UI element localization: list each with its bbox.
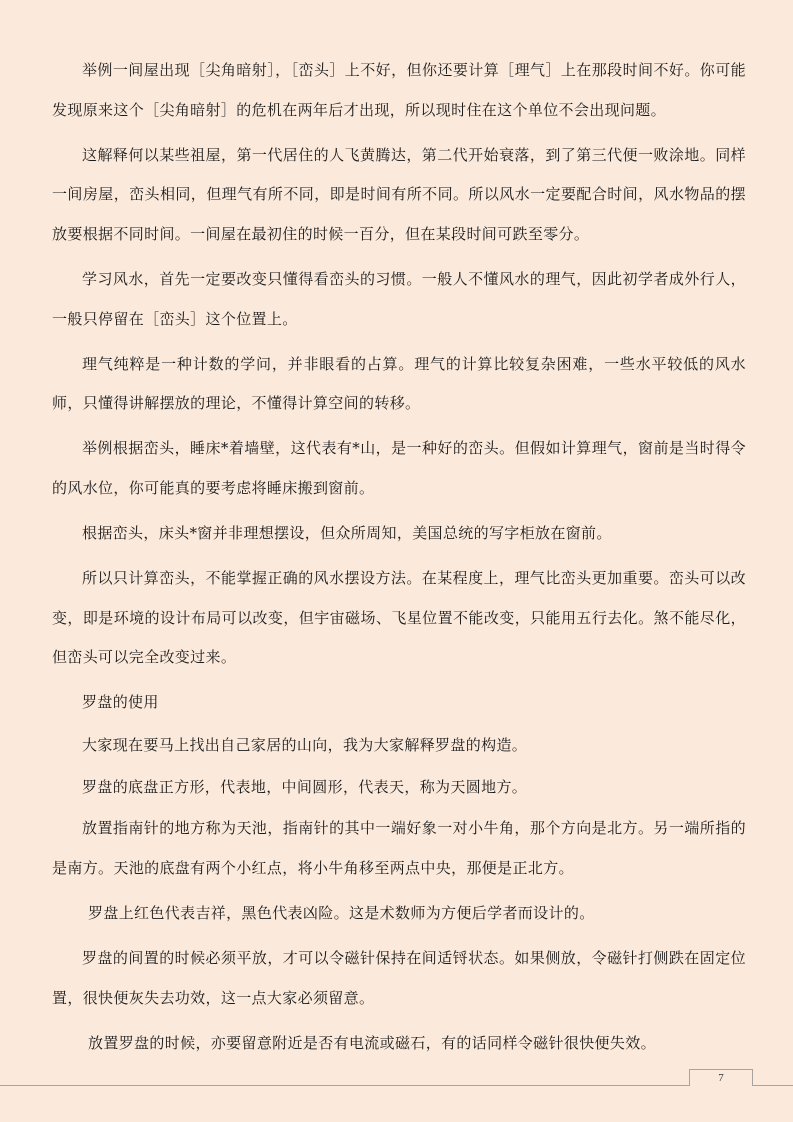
- document-body: [52, 51, 746, 1069]
- paragraph: 所以只计算峦头，不能掌握正确的风水摆设方法。在某程度上，理气比峦头更加重要。峦头可以改变，即是环境的设计布局可以改变，但宇宙磁场、飞星位置不能改变，只能用五行去化。煞不能尽化，但峦头可以完全改变过来。: [52, 569, 746, 667]
- paragraph: 放置罗盘的时候，亦要留意附近是否有电流或磁石，有的话同样令磁针很快便失效。: [88, 1033, 656, 1052]
- paragraph: 根据峦头，床头*窗并非理想摆设，但众所周知，美国总统的写字柜放在窗前。: [82, 524, 612, 543]
- paragraph: 罗盘的底盘正方形，代表地，中间圆形，代表天，称为天圆地方。: [82, 777, 528, 796]
- page-number: 7: [689, 1069, 753, 1086]
- section-heading: 罗盘的使用: [82, 693, 159, 712]
- paragraph: 举例根据峦头，睡床*着墙壁，这代表有*山，是一种好的峦头。但假如计算理气，窗前是当时得令的风水位，你可能真的要考虑将睡床搬到窗前。: [52, 439, 746, 497]
- paragraph: 学习风水，首先一定要改变只懂得看峦头的习惯。一般人不懂风水的理气，因此初学者成外行人，一般只停留在［峦头］这个位置上。: [52, 269, 746, 328]
- paragraph: 理气纯粹是一种计数的学问，并非眼看的占算。理气的计算比较复杂困难，一些水平较低的风水师，只懂得讲解摆放的理论，不懂得计算空间的转移。: [52, 354, 746, 413]
- paragraph: 这解释何以某些祖屋，第一代居住的人飞黄腾达，第二代开始衰落，到了第三代便一败涂地。同样一间房屋，峦头相同，但理气有所不同，即是时间有所不同。所以风水一定要配合时间，风水物品的摆放要根据不同时间。一间屋在最初住的时候一百分，但在某段时间可跌至零分。: [52, 145, 746, 243]
- paragraph: 举例一间屋出现［尖角暗射］，［峦头］上不好，但你还要计算［理气］上在那段时间不好。你可能发现原来这个［尖角暗射］的危机在两年后才出现，所以现时住在这个单位不会出现问题。: [52, 61, 746, 119]
- paragraph: 罗盘上红色代表吉祥，黑色代表凶险。这是术数师为方便后学者而设计的。: [88, 903, 595, 922]
- paragraph: 大家现在要马上找出自己家居的山向，我为大家解释罗盘的构造。: [82, 736, 528, 754]
- paragraph: 罗盘的间置的时候必须平放，才可以令磁针保持在间适锊状态。如果侧放，令磁针打侧跌在固定位置，很快便灰失去功效，这一点大家必须留意。: [52, 948, 746, 1007]
- paragraph: 放置指南针的地方称为天池，指南针的其中一端好象一对小牛角，那个方向是北方。另一端所指的是南方。天池的底盘有两个小红点，将小牛角移至两点中央，那便是正北方。: [52, 819, 746, 877]
- footer-divider: [0, 1085, 793, 1086]
